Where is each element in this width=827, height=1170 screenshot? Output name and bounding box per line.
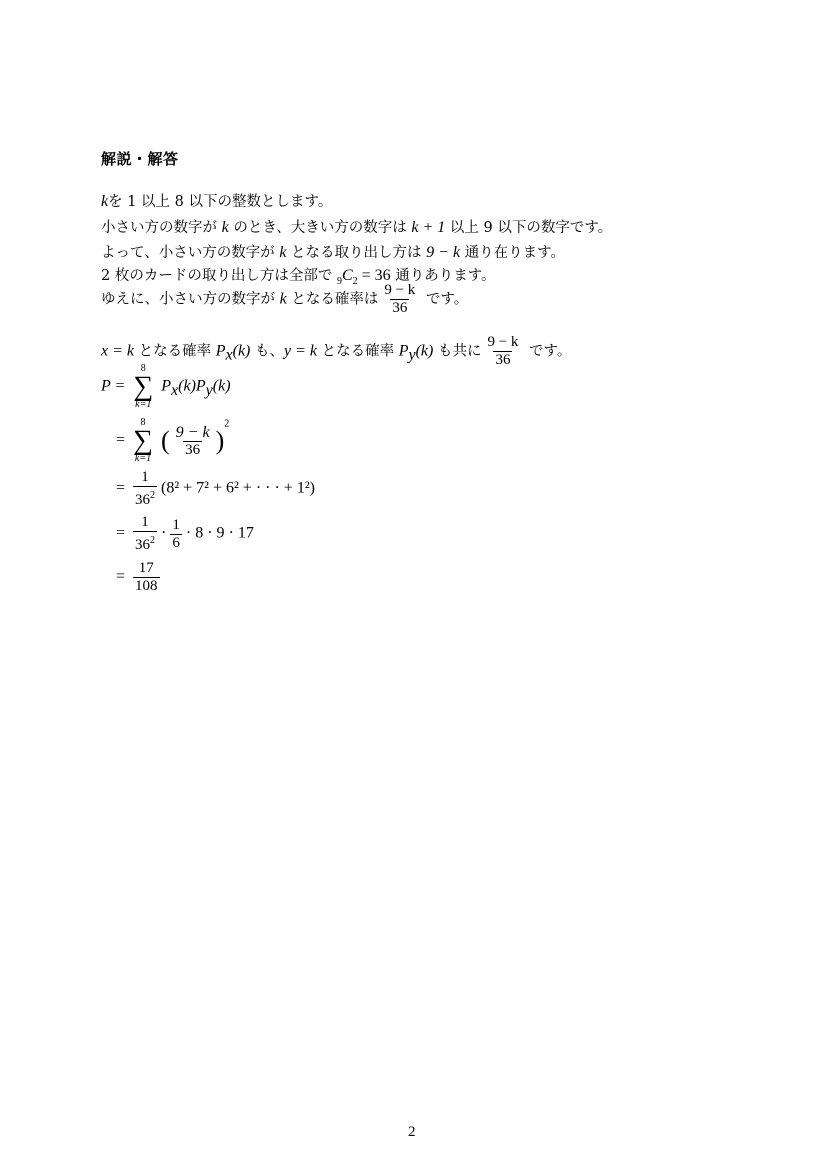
numerator: 17 [138, 560, 154, 576]
summation [133, 418, 153, 464]
denominator [133, 486, 157, 509]
text: 以上 9 以下の数字です。 [445, 220, 613, 236]
section-heading: 解説・解答 [101, 150, 179, 168]
numerator: 9 − k [384, 282, 416, 298]
text: 通り在ります。 [460, 245, 566, 261]
math-term: (k) [212, 377, 231, 395]
derivation-line-2 [116, 418, 229, 464]
math-P: P [398, 342, 409, 360]
sum-lower: k=1 [135, 399, 152, 410]
exponent: 2 [150, 490, 156, 501]
exponent: 2 [150, 535, 156, 546]
sigma-icon: ∑ [133, 371, 154, 402]
derivation-line-5 [116, 560, 164, 595]
left-paren: ( [161, 426, 170, 455]
denominator-base: 36 [135, 492, 151, 508]
text: も、 [250, 343, 284, 360]
math-paren-k: (k) [415, 342, 434, 360]
exponent: 2 [224, 418, 230, 430]
text: ゆえに、小さい方の数字が [101, 291, 280, 308]
fraction [133, 514, 157, 554]
text: を 1 以上 8 以下の整数とします。 [108, 194, 333, 210]
equals: = [116, 431, 126, 449]
math-sub-y: y [408, 346, 416, 364]
math-sub-9: 9 [336, 275, 342, 287]
math-sub-2: 2 [352, 275, 358, 287]
math-sub-x: x [171, 381, 179, 399]
math-9-minus-k: 9 − k [426, 244, 461, 261]
equals: = [116, 568, 126, 586]
text: も共に [433, 343, 482, 360]
lhs: P = [101, 377, 126, 395]
text: となる確率 [316, 343, 399, 360]
denominator: 36 [495, 352, 511, 368]
derivation-line-4 [116, 514, 254, 554]
summation [133, 364, 153, 410]
product: · 8 · 9 · 17 [185, 524, 254, 542]
dot: · [161, 524, 167, 542]
math-sub-x: x [225, 346, 233, 364]
text: のとき、大きい方の数字は [228, 220, 412, 236]
math-k: k [101, 193, 109, 210]
text: です。 [421, 291, 469, 308]
math-y-eq-k: y = k [283, 342, 317, 360]
fraction [485, 334, 520, 369]
paragraph-1 [101, 192, 332, 212]
numerator: 9 − k [175, 423, 210, 441]
text: となる取り出し方は [286, 245, 427, 261]
numerator: 1 [141, 469, 149, 485]
denominator [133, 531, 157, 554]
denominator: 36 [392, 300, 408, 316]
math-k-plus-1: k + 1 [411, 219, 446, 236]
math-x-eq-k: x = k [101, 342, 134, 360]
page-number: 2 [408, 1124, 416, 1140]
right-paren: ) [215, 426, 225, 455]
fraction [382, 282, 417, 317]
math-C: C [341, 267, 353, 284]
math-sub-y: y [205, 381, 213, 399]
numerator: 9 − k [487, 334, 519, 350]
fraction [133, 469, 157, 509]
text: となる確率は [286, 291, 379, 308]
derivation-line-1 [101, 364, 231, 410]
text: 通りあります。 [390, 268, 496, 284]
text: です。 [524, 343, 572, 360]
math-P: P [161, 377, 172, 395]
paragraph-3 [101, 243, 565, 263]
math-k: k [279, 290, 287, 308]
denominator: 36 [185, 441, 201, 458]
derivation-line-3 [116, 469, 315, 509]
equals: = [116, 524, 126, 542]
paragraph-5 [101, 282, 468, 317]
math-paren-k: (k) [232, 342, 251, 360]
paragraph-2 [101, 218, 612, 238]
denominator: 6 [172, 534, 180, 551]
equals: = [116, 479, 126, 497]
fraction [133, 560, 160, 595]
math-k: k [221, 219, 229, 236]
sum-lower: k=1 [134, 453, 152, 464]
text: よって、小さい方の数字が [101, 245, 280, 261]
sum-of-squares: (8² + 7² + 6² + · · · + 1²) [161, 479, 315, 497]
sigma-icon: ∑ [133, 425, 153, 456]
numerator: 1 [141, 514, 149, 530]
fraction [170, 517, 182, 552]
sum-upper: 8 [140, 363, 146, 374]
fraction [174, 424, 212, 459]
text: 小さい方の数字が [101, 220, 222, 236]
numerator: 1 [172, 516, 180, 533]
denominator-base: 36 [135, 537, 151, 553]
text: 2 枚のカードの取り出し方は全部で [101, 268, 337, 284]
math-eq-36: = 36 [357, 267, 391, 284]
sum-upper: 8 [140, 417, 146, 428]
math-term: (k)P [178, 377, 206, 395]
denominator: 108 [135, 578, 158, 594]
math-P: P [215, 342, 226, 360]
text: となる確率 [134, 343, 216, 360]
math-k: k [279, 244, 287, 261]
